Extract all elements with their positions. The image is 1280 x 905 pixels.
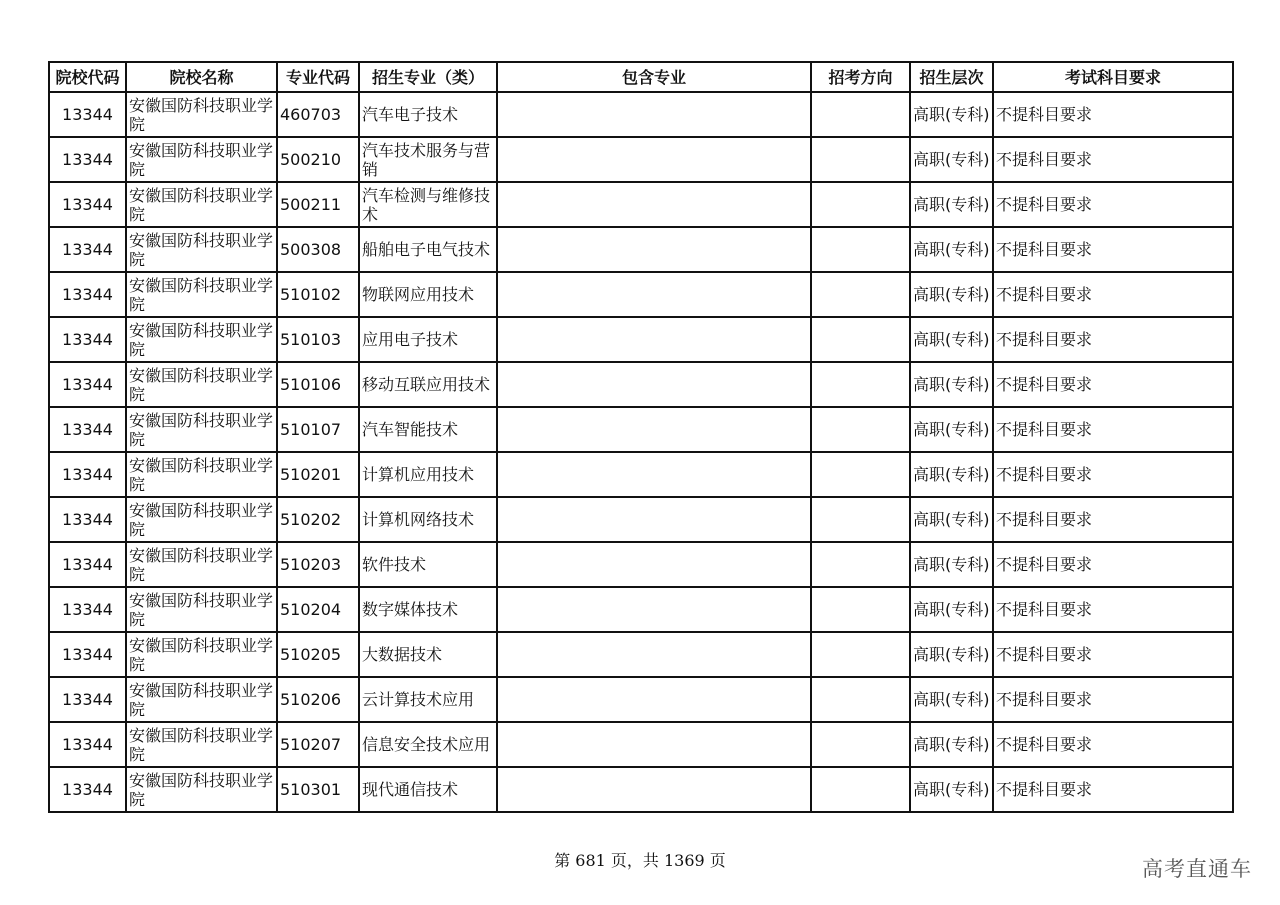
cell-level: 高职(专科) — [910, 452, 993, 497]
cell-level: 高职(专科) — [910, 767, 993, 812]
header-included-majors: 包含专业 — [497, 62, 811, 92]
cell-major-code: 510102 — [277, 272, 359, 317]
cell-direction — [811, 587, 910, 632]
table-row — [49, 317, 1233, 362]
table-body — [49, 92, 1233, 812]
cell-subject-requirement: 不提科目要求 — [993, 632, 1233, 677]
cell-school-name: 安徽国防科技职业学院 — [126, 227, 277, 272]
cell-school-code: 13344 — [49, 407, 126, 452]
cell-school-name: 安徽国防科技职业学院 — [126, 632, 277, 677]
cell-major: 船舶电子电气技术 — [359, 227, 497, 272]
cell-school-name: 安徽国防科技职业学院 — [126, 722, 277, 767]
cell-major-code: 510202 — [277, 497, 359, 542]
cell-school-name: 安徽国防科技职业学院 — [126, 767, 277, 812]
cell-level: 高职(专科) — [910, 587, 993, 632]
cell-major: 大数据技术 — [359, 632, 497, 677]
cell-included-majors — [497, 362, 811, 407]
cell-level: 高职(专科) — [910, 227, 993, 272]
cell-school-code: 13344 — [49, 362, 126, 407]
cell-level: 高职(专科) — [910, 542, 993, 587]
cell-school-name: 安徽国防科技职业学院 — [126, 452, 277, 497]
cell-major-code: 510301 — [277, 767, 359, 812]
cell-level: 高职(专科) — [910, 677, 993, 722]
cell-major: 物联网应用技术 — [359, 272, 497, 317]
table-header-row — [49, 62, 1233, 92]
cell-major-code: 510107 — [277, 407, 359, 452]
cell-school-name: 安徽国防科技职业学院 — [126, 362, 277, 407]
cell-included-majors — [497, 497, 811, 542]
cell-level: 高职(专科) — [910, 722, 993, 767]
cell-subject-requirement: 不提科目要求 — [993, 767, 1233, 812]
cell-school-name: 安徽国防科技职业学院 — [126, 317, 277, 362]
cell-school-code: 13344 — [49, 542, 126, 587]
cell-school-code: 13344 — [49, 317, 126, 362]
cell-major-code: 510201 — [277, 452, 359, 497]
cell-level: 高职(专科) — [910, 137, 993, 182]
cell-level: 高职(专科) — [910, 362, 993, 407]
cell-school-name: 安徽国防科技职业学院 — [126, 92, 277, 137]
cell-included-majors — [497, 677, 811, 722]
cell-subject-requirement: 不提科目要求 — [993, 677, 1233, 722]
cell-major: 计算机应用技术 — [359, 452, 497, 497]
cell-level: 高职(专科) — [910, 497, 993, 542]
table-row — [49, 722, 1233, 767]
cell-direction — [811, 227, 910, 272]
header-major-code: 专业代码 — [277, 62, 359, 92]
cell-school-name: 安徽国防科技职业学院 — [126, 677, 277, 722]
cell-major: 汽车电子技术 — [359, 92, 497, 137]
cell-major-code: 510204 — [277, 587, 359, 632]
cell-included-majors — [497, 92, 811, 137]
cell-major: 应用电子技术 — [359, 317, 497, 362]
cell-subject-requirement: 不提科目要求 — [993, 722, 1233, 767]
cell-major: 汽车检测与维修技术 — [359, 182, 497, 227]
cell-included-majors — [497, 767, 811, 812]
cell-school-code: 13344 — [49, 272, 126, 317]
cell-major-code: 510205 — [277, 632, 359, 677]
cell-school-code: 13344 — [49, 182, 126, 227]
cell-school-name: 安徽国防科技职业学院 — [126, 542, 277, 587]
cell-direction — [811, 722, 910, 767]
cell-school-code: 13344 — [49, 632, 126, 677]
cell-subject-requirement: 不提科目要求 — [993, 362, 1233, 407]
cell-included-majors — [497, 407, 811, 452]
table-row — [49, 767, 1233, 812]
cell-included-majors — [497, 722, 811, 767]
cell-subject-requirement: 不提科目要求 — [993, 272, 1233, 317]
cell-direction — [811, 182, 910, 227]
cell-included-majors — [497, 632, 811, 677]
table-row — [49, 227, 1233, 272]
cell-major: 汽车技术服务与营销 — [359, 137, 497, 182]
cell-school-code: 13344 — [49, 722, 126, 767]
cell-major: 计算机网络技术 — [359, 497, 497, 542]
cell-direction — [811, 497, 910, 542]
cell-included-majors — [497, 542, 811, 587]
cell-major-code: 510106 — [277, 362, 359, 407]
cell-school-code: 13344 — [49, 227, 126, 272]
cell-included-majors — [497, 182, 811, 227]
cell-direction — [811, 407, 910, 452]
cell-subject-requirement: 不提科目要求 — [993, 92, 1233, 137]
header-direction: 招考方向 — [811, 62, 910, 92]
cell-level: 高职(专科) — [910, 92, 993, 137]
cell-included-majors — [497, 227, 811, 272]
cell-school-code: 13344 — [49, 677, 126, 722]
table-row — [49, 362, 1233, 407]
header-major: 招生专业（类） — [359, 62, 497, 92]
table-row — [49, 677, 1233, 722]
cell-subject-requirement: 不提科目要求 — [993, 497, 1233, 542]
cell-school-name: 安徽国防科技职业学院 — [126, 182, 277, 227]
cell-subject-requirement: 不提科目要求 — [993, 137, 1233, 182]
cell-school-name: 安徽国防科技职业学院 — [126, 137, 277, 182]
cell-direction — [811, 272, 910, 317]
header-school-code: 院校代码 — [49, 62, 126, 92]
cell-major: 移动互联应用技术 — [359, 362, 497, 407]
cell-major-code: 460703 — [277, 92, 359, 137]
cell-school-code: 13344 — [49, 92, 126, 137]
cell-direction — [811, 92, 910, 137]
cell-school-name: 安徽国防科技职业学院 — [126, 497, 277, 542]
cell-level: 高职(专科) — [910, 182, 993, 227]
cell-direction — [811, 452, 910, 497]
cell-school-code: 13344 — [49, 497, 126, 542]
header-subject-requirement: 考试科目要求 — [993, 62, 1233, 92]
cell-direction — [811, 632, 910, 677]
cell-major: 信息安全技术应用 — [359, 722, 497, 767]
header-school-name: 院校名称 — [126, 62, 277, 92]
page-number: 第 681 页，共 1369 页 — [554, 851, 726, 870]
table-row — [49, 272, 1233, 317]
cell-level: 高职(专科) — [910, 632, 993, 677]
table-row — [49, 497, 1233, 542]
cell-direction — [811, 137, 910, 182]
cell-subject-requirement: 不提科目要求 — [993, 227, 1233, 272]
cell-included-majors — [497, 137, 811, 182]
cell-included-majors — [497, 272, 811, 317]
cell-major-code: 510207 — [277, 722, 359, 767]
cell-subject-requirement: 不提科目要求 — [993, 452, 1233, 497]
cell-school-name: 安徽国防科技职业学院 — [126, 587, 277, 632]
cell-direction — [811, 362, 910, 407]
cell-included-majors — [497, 452, 811, 497]
cell-school-code: 13344 — [49, 767, 126, 812]
cell-school-name: 安徽国防科技职业学院 — [126, 407, 277, 452]
cell-included-majors — [497, 317, 811, 362]
cell-major-code: 510206 — [277, 677, 359, 722]
cell-included-majors — [497, 587, 811, 632]
cell-subject-requirement: 不提科目要求 — [993, 587, 1233, 632]
table-row — [49, 92, 1233, 137]
cell-subject-requirement: 不提科目要求 — [993, 542, 1233, 587]
cell-level: 高职(专科) — [910, 272, 993, 317]
cell-major-code: 510203 — [277, 542, 359, 587]
cell-major: 软件技术 — [359, 542, 497, 587]
cell-subject-requirement: 不提科目要求 — [993, 317, 1233, 362]
cell-school-code: 13344 — [49, 587, 126, 632]
table-row — [49, 182, 1233, 227]
cell-major: 数字媒体技术 — [359, 587, 497, 632]
cell-major-code: 500308 — [277, 227, 359, 272]
watermark: 高考直通车 — [1142, 857, 1252, 881]
table-row — [49, 407, 1233, 452]
table-row — [49, 587, 1233, 632]
table-row — [49, 632, 1233, 677]
cell-major: 汽车智能技术 — [359, 407, 497, 452]
cell-direction — [811, 542, 910, 587]
cell-level: 高职(专科) — [910, 317, 993, 362]
cell-school-code: 13344 — [49, 452, 126, 497]
header-level: 招生层次 — [910, 62, 993, 92]
cell-major-code: 500210 — [277, 137, 359, 182]
admissions-table — [48, 61, 1234, 813]
cell-subject-requirement: 不提科目要求 — [993, 182, 1233, 227]
table-row — [49, 452, 1233, 497]
cell-school-code: 13344 — [49, 137, 126, 182]
cell-school-name: 安徽国防科技职业学院 — [126, 272, 277, 317]
cell-major: 云计算技术应用 — [359, 677, 497, 722]
cell-direction — [811, 767, 910, 812]
cell-major-code: 500211 — [277, 182, 359, 227]
admissions-table-container — [48, 61, 1232, 813]
table-row — [49, 137, 1233, 182]
cell-direction — [811, 317, 910, 362]
table-row — [49, 542, 1233, 587]
cell-level: 高职(专科) — [910, 407, 993, 452]
cell-subject-requirement: 不提科目要求 — [993, 407, 1233, 452]
cell-direction — [811, 677, 910, 722]
cell-major-code: 510103 — [277, 317, 359, 362]
cell-major: 现代通信技术 — [359, 767, 497, 812]
